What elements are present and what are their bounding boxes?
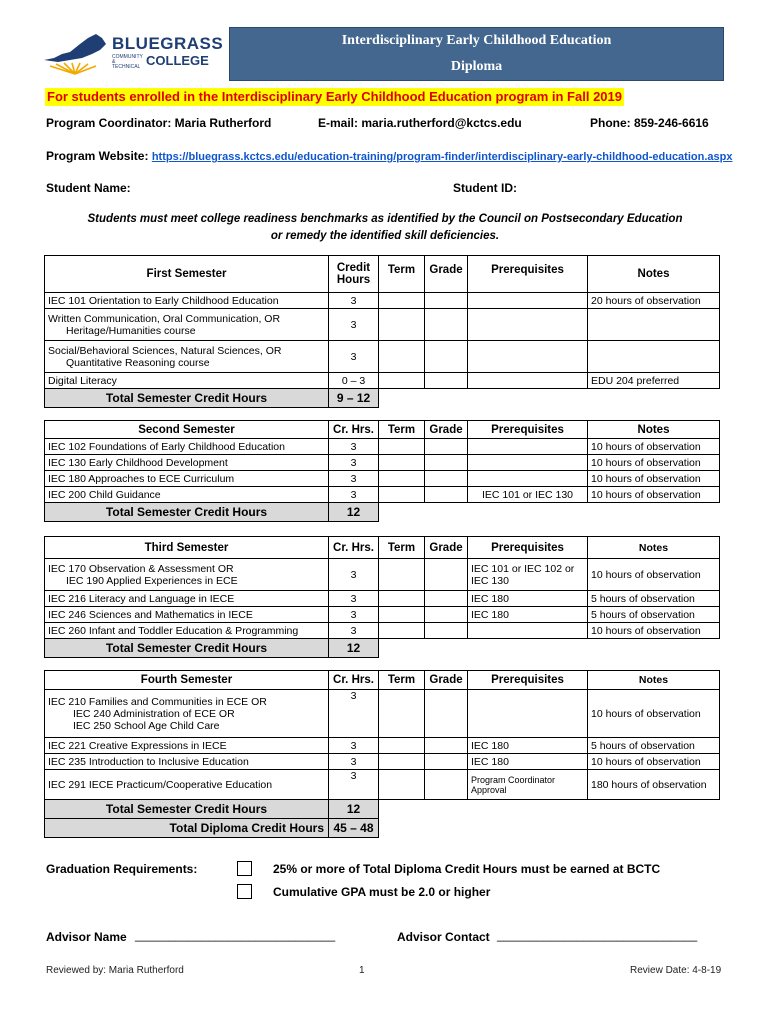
requirement-2-text: Cumulative GPA must be 2.0 or higher xyxy=(273,885,491,899)
term-cell[interactable] xyxy=(379,487,425,503)
col-term: Term xyxy=(379,537,425,559)
table-row xyxy=(45,770,720,800)
course-line1: Social/Behavioral Sciences, Natural Sciences, OR xyxy=(48,344,282,357)
credit-hours: 3 xyxy=(329,439,379,455)
prereq xyxy=(468,309,588,341)
table-row xyxy=(45,487,720,503)
credit-hours: 3 xyxy=(329,309,379,341)
course: IEC 130 Early Childhood Development xyxy=(45,455,329,471)
course-line2: IEC 240 Administration of ECE OR xyxy=(73,707,235,720)
col-cr-hrs: Cr. Hrs. xyxy=(329,537,379,559)
logo-community-technical: COMMUNITY & TECHNICAL xyxy=(112,54,143,70)
grade-cell[interactable] xyxy=(425,754,468,770)
grade-cell[interactable] xyxy=(425,690,468,738)
table-row xyxy=(45,373,720,389)
col-term: Term xyxy=(379,671,425,690)
term-cell[interactable] xyxy=(379,309,425,341)
table-row xyxy=(45,690,720,738)
col-cr-hrs: Cr. Hrs. xyxy=(329,671,379,690)
table-row xyxy=(45,471,720,487)
grade-cell[interactable] xyxy=(425,559,468,591)
prereq xyxy=(468,690,588,738)
grade-cell[interactable] xyxy=(425,341,468,373)
review-date: Review Date: 4-8-19 xyxy=(630,965,722,976)
course: IEC 102 Foundations of Early Childhood Education xyxy=(45,439,329,455)
credit-hours: 3 xyxy=(329,754,379,770)
notes: EDU 204 preferred xyxy=(588,373,720,389)
course xyxy=(45,690,329,738)
prereq xyxy=(468,373,588,389)
course xyxy=(45,341,329,373)
credit-hours: 3 xyxy=(329,623,379,639)
total-semester-label: Total Semester Credit Hours xyxy=(45,503,329,522)
grade-cell[interactable] xyxy=(425,738,468,754)
table-row xyxy=(45,591,720,607)
course: IEC 101 Orientation to Early Childhood Education xyxy=(45,293,329,309)
logo-college: COLLEGE xyxy=(146,53,209,68)
total-semester-value: 12 xyxy=(329,503,379,522)
course: IEC 200 Child Guidance xyxy=(45,487,329,503)
col-term: Term xyxy=(379,256,425,293)
title-banner xyxy=(229,27,724,81)
table-row xyxy=(45,439,720,455)
term-cell[interactable] xyxy=(379,373,425,389)
notes: 5 hours of observation xyxy=(588,607,720,623)
notes: 10 hours of observation xyxy=(588,487,720,503)
advisor-contact-line[interactable]: ______________________________ xyxy=(497,928,698,942)
grade-cell[interactable] xyxy=(425,455,468,471)
prereq xyxy=(468,471,588,487)
total-diploma-value: 45 – 48 xyxy=(329,819,379,838)
prereq xyxy=(468,623,588,639)
website-row xyxy=(46,149,732,163)
third-semester-table xyxy=(44,536,720,658)
credit-hours: 3 xyxy=(329,471,379,487)
student-id-label: Student ID: xyxy=(453,181,517,195)
table-row xyxy=(45,607,720,623)
notes xyxy=(588,309,720,341)
course-line2: IEC 190 Applied Experiences in ECE xyxy=(66,574,238,587)
notes: 10 hours of observation xyxy=(588,623,720,639)
college-logo xyxy=(40,30,224,76)
credit-hours: 0 – 3 xyxy=(329,373,379,389)
table-row xyxy=(45,623,720,639)
prereq xyxy=(468,341,588,373)
student-name-label: Student Name: xyxy=(46,181,131,195)
col-prerequisites: Prerequisites xyxy=(468,421,588,439)
credit-hours: 3 xyxy=(329,559,379,591)
col-prerequisites: Prerequisites xyxy=(468,256,588,293)
prereq xyxy=(468,293,588,309)
term-cell[interactable] xyxy=(379,607,425,623)
coordinator: Program Coordinator: Maria Rutherford xyxy=(46,116,272,130)
col-cr-hrs: Cr. Hrs. xyxy=(329,421,379,439)
grade-cell[interactable] xyxy=(425,293,468,309)
grade-cell[interactable] xyxy=(425,309,468,341)
total-semester-value: 9 – 12 xyxy=(329,389,379,408)
advisor-name-line[interactable]: ______________________________ xyxy=(135,928,336,942)
col-grade: Grade xyxy=(425,256,468,293)
advisor-name-label: Advisor Name xyxy=(46,930,127,944)
grade-cell[interactable] xyxy=(425,487,468,503)
course: IEC 235 Introduction to Inclusive Education xyxy=(45,754,329,770)
total-semester-value: 12 xyxy=(329,639,379,658)
prereq: IEC 180 xyxy=(468,738,588,754)
term-cell[interactable] xyxy=(379,341,425,373)
course: IEC 291 IECE Practicum/Cooperative Education xyxy=(45,770,329,800)
semester-title: Third Semester xyxy=(45,537,329,559)
prereq: IEC 101 or IEC 130 xyxy=(468,487,588,503)
col-notes: Notes xyxy=(588,256,720,293)
graduation-label: Graduation Requirements: xyxy=(46,862,198,876)
course: IEC 180 Approaches to ECE Curriculum xyxy=(45,471,329,487)
notes xyxy=(588,341,720,373)
notes: 10 hours of observation xyxy=(588,455,720,471)
col-notes: Notes xyxy=(588,537,720,559)
term-cell[interactable] xyxy=(379,623,425,639)
term-cell[interactable] xyxy=(379,455,425,471)
col-prerequisites: Prerequisites xyxy=(468,537,588,559)
credit-hours: 3 xyxy=(329,455,379,471)
col-grade: Grade xyxy=(425,671,468,690)
page-number: 1 xyxy=(359,965,365,976)
credit-hours: 3 xyxy=(329,341,379,373)
program-title: Interdisciplinary Early Childhood Education xyxy=(341,33,612,48)
semester-title: Second Semester xyxy=(45,421,329,439)
table-row xyxy=(45,341,720,373)
term-cell[interactable] xyxy=(379,738,425,754)
total-semester-label: Total Semester Credit Hours xyxy=(45,389,329,408)
prereq: IEC 180 xyxy=(468,607,588,623)
requirement-1-text: 25% or more of Total Diploma Credit Hours must be earned at BCTC xyxy=(273,862,661,876)
course-line2: Quantitative Reasoning course xyxy=(66,356,210,369)
grade-cell[interactable] xyxy=(425,607,468,623)
col-grade: Grade xyxy=(425,537,468,559)
term-cell[interactable] xyxy=(379,754,425,770)
prereq xyxy=(468,455,588,471)
course: IEC 221 Creative Expressions in IECE xyxy=(45,738,329,754)
grade-cell[interactable] xyxy=(425,373,468,389)
notes: 5 hours of observation xyxy=(588,738,720,754)
notes: 10 hours of observation xyxy=(588,754,720,770)
credit-hours: 3 xyxy=(329,770,379,800)
grade-cell[interactable] xyxy=(425,439,468,455)
phone: Phone: 859-246-6616 xyxy=(590,116,709,130)
prereq: IEC 180 xyxy=(468,754,588,770)
notes: 10 hours of observation xyxy=(588,471,720,487)
course: IEC 260 Infant and Toddler Education & Programming xyxy=(45,623,329,639)
table-row xyxy=(45,293,720,309)
table-row xyxy=(45,754,720,770)
grade-cell[interactable] xyxy=(425,591,468,607)
term-cell[interactable] xyxy=(379,471,425,487)
second-semester-table xyxy=(44,420,720,522)
reviewed-by: Reviewed by: Maria Rutherford xyxy=(46,965,184,976)
logo-bluegrass: BLUEGRASS xyxy=(112,34,224,53)
course-line1: IEC 170 Observation & Assessment OR xyxy=(48,562,234,575)
prereq: IEC 180 xyxy=(468,591,588,607)
course: Digital Literacy xyxy=(45,373,329,389)
semester-title: Fourth Semester xyxy=(45,671,329,690)
prereq: IEC 101 or IEC 102 or IEC 130 xyxy=(468,559,588,591)
col-notes: Notes xyxy=(588,671,720,690)
term-cell[interactable] xyxy=(379,591,425,607)
total-semester-label: Total Semester Credit Hours xyxy=(45,639,329,658)
credit-hours: 3 xyxy=(329,591,379,607)
kentucky-state-icon xyxy=(40,30,110,76)
fourth-semester-table xyxy=(44,670,720,838)
advisor-contact-label: Advisor Contact xyxy=(397,930,490,944)
course: IEC 246 Sciences and Mathematics in IECE xyxy=(45,607,329,623)
website-link[interactable]: https://bluegrass.kctcs.edu/education-training/program-finder/interdisciplinary-early-childhood-education.aspx xyxy=(151,151,733,163)
table-row xyxy=(45,309,720,341)
col-notes: Notes xyxy=(588,421,720,439)
benchmark-line2: or remedy the identified skill deficiencies. xyxy=(270,230,500,242)
course-line3: IEC 250 School Age Child Care xyxy=(73,719,220,732)
course-line1: IEC 210 Families and Communities in ECE OR xyxy=(48,695,267,708)
term-cell[interactable] xyxy=(379,559,425,591)
semester-title: First Semester xyxy=(45,256,329,293)
notes: 10 hours of observation xyxy=(588,690,720,738)
notes: 10 hours of observation xyxy=(588,559,720,591)
col-grade: Grade xyxy=(425,421,468,439)
col-term: Term xyxy=(379,421,425,439)
table-row xyxy=(45,559,720,591)
term-cell[interactable] xyxy=(379,439,425,455)
total-diploma-label: Total Diploma Credit Hours xyxy=(45,819,329,838)
credit-hours: 3 xyxy=(329,738,379,754)
notes: 20 hours of observation xyxy=(588,293,720,309)
requirement-1-checkbox[interactable] xyxy=(237,861,252,876)
requirement-2-checkbox[interactable] xyxy=(237,884,252,899)
term-cell[interactable] xyxy=(379,770,425,800)
course-line1: Written Communication, Oral Communication, OR xyxy=(48,312,281,325)
program-subtitle: Diploma xyxy=(450,59,503,74)
table-row xyxy=(45,738,720,754)
notes: 5 hours of observation xyxy=(588,591,720,607)
first-semester-table xyxy=(44,255,720,408)
benchmark-line1: Students must meet college readiness benchmarks as identified by the Council on Postsecondary Education xyxy=(87,213,683,225)
credit-hours: 3 xyxy=(329,487,379,503)
col-prerequisites: Prerequisites xyxy=(468,671,588,690)
enrollment-note: For students enrolled in the Interdisciplinary Early Childhood Education program in Fall 2019 xyxy=(47,89,622,104)
email: E-mail: maria.rutherford@kctcs.edu xyxy=(318,116,522,130)
grade-cell[interactable] xyxy=(425,623,468,639)
course xyxy=(45,559,329,591)
course xyxy=(45,309,329,341)
grade-cell[interactable] xyxy=(425,471,468,487)
credit-hours: 3 xyxy=(329,690,379,738)
total-semester-label: Total Semester Credit Hours xyxy=(45,800,329,819)
term-cell[interactable] xyxy=(379,293,425,309)
total-semester-value: 12 xyxy=(329,800,379,819)
notes: 10 hours of observation xyxy=(588,439,720,455)
col-credit-hours: Credit Hours xyxy=(329,256,379,293)
website-label: Program Website: xyxy=(46,149,149,163)
course: IEC 216 Literacy and Language in IECE xyxy=(45,591,329,607)
prereq xyxy=(468,439,588,455)
term-cell[interactable] xyxy=(379,690,425,738)
grade-cell[interactable] xyxy=(425,770,468,800)
course-line2: Heritage/Humanities course xyxy=(66,324,196,337)
table-row xyxy=(45,455,720,471)
credit-hours: 3 xyxy=(329,293,379,309)
prereq: Program Coordinator Approval xyxy=(468,770,588,800)
credit-hours: 3 xyxy=(329,607,379,623)
notes: 180 hours of observation xyxy=(588,770,720,800)
